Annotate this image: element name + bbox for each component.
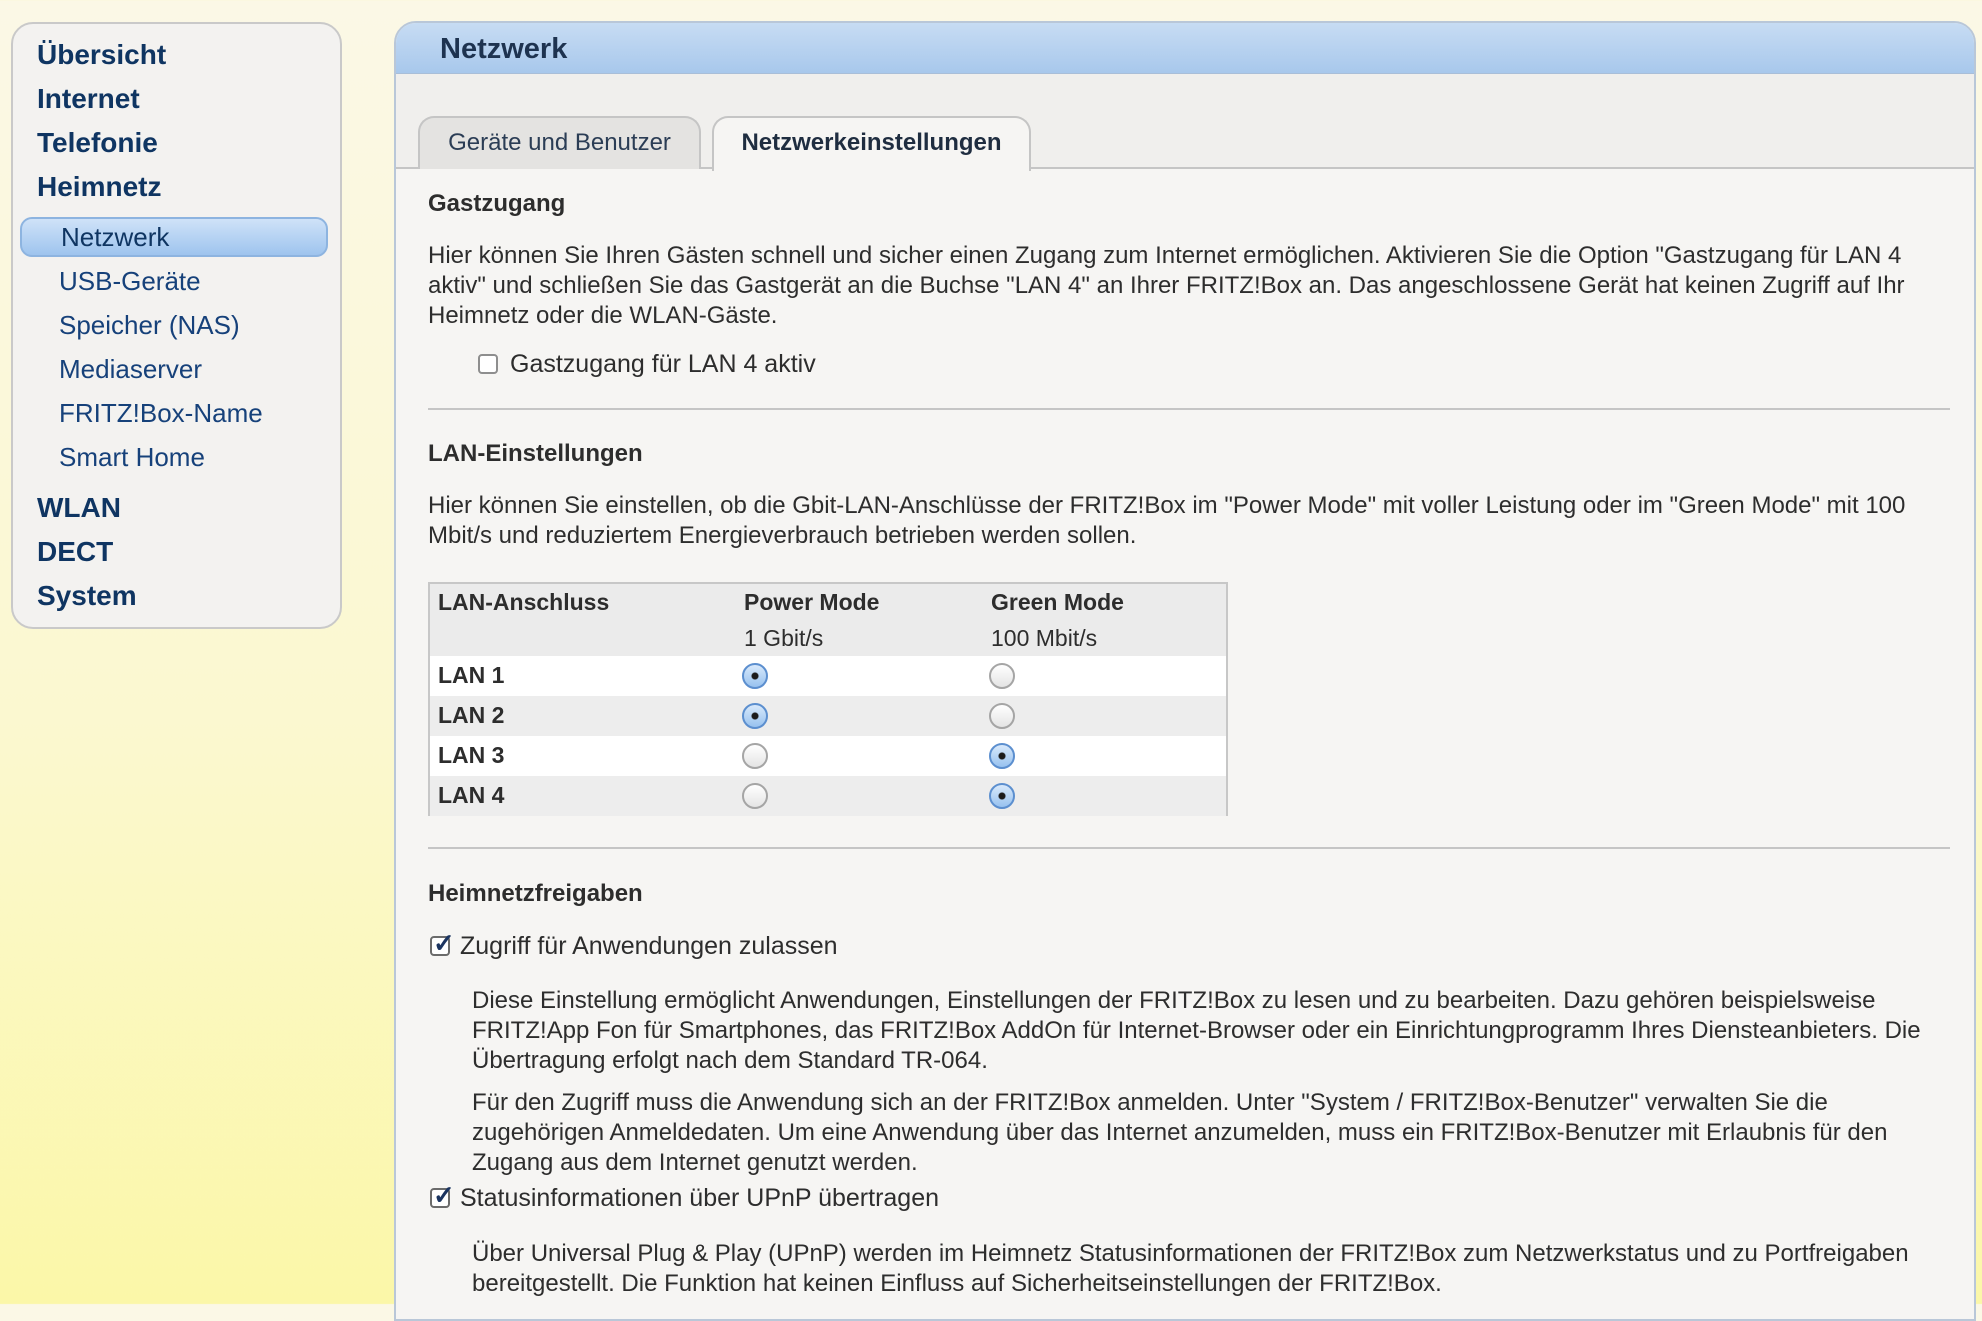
lan1-power-mode-radio[interactable] xyxy=(742,663,768,689)
lan-mode-table xyxy=(428,582,1228,816)
tab-netzwerkeinstellungen[interactable]: Netzwerkeinstellungen xyxy=(712,116,1031,171)
table-row xyxy=(430,776,1226,816)
upnp-status-label[interactable]: Statusinformationen über UPnP übertragen xyxy=(460,1184,940,1212)
section-title-gastzugang: Gastzugang xyxy=(428,190,566,217)
lan-port-label: LAN 3 xyxy=(438,742,505,768)
nav-item-system[interactable]: System xyxy=(37,580,137,611)
lan-description: Hier können Sie einstellen, ob die Gbit-LAN-Anschlüsse der FRITZ!Box im "Power Mode" mit voller Leistung oder im "Green Mode" mit 100 Mbit/s und reduziertem Energieverbrauch betrieben werden sollen. xyxy=(428,492,1906,549)
gastzugang-checkbox-label[interactable]: Gastzugang für LAN 4 aktiv xyxy=(510,350,816,378)
lan3-green-mode-radio[interactable] xyxy=(989,743,1015,769)
checkmark-icon: ✓ xyxy=(433,928,455,958)
section-title-lan-einstellungen: LAN-Einstellungen xyxy=(428,440,643,467)
nav-subitem-netzwerk[interactable]: Netzwerk xyxy=(20,217,328,257)
checkmark-icon: ✓ xyxy=(433,1180,455,1210)
upnp-status-checkbox[interactable] xyxy=(430,1180,455,1210)
column-header-power-mode: Power Mode xyxy=(744,589,880,615)
nav-item-telefonie[interactable]: Telefonie xyxy=(37,127,158,158)
content-panel xyxy=(394,21,1976,1321)
lan2-power-mode-radio[interactable] xyxy=(742,703,768,729)
lan-port-label: LAN 1 xyxy=(438,662,505,688)
zugriff-anwendungen-label[interactable]: Zugriff für Anwendungen zulassen xyxy=(460,932,838,960)
section-divider xyxy=(428,847,1950,849)
panel-header xyxy=(396,23,1974,74)
nav-item-internet[interactable]: Internet xyxy=(37,83,140,114)
gastzugang-description: Hier können Sie Ihren Gästen schnell und sicher einen Zugang zum Internet ermöglichen. Aktivieren Sie die Option "Gastzugang für LAN 4 aktiv" und schließen Sie das Gastgerät an die Buchse "LAN 4" an Ihrer FRITZ!Box an. Das angeschlossene Gerät hat keinen Zugriff auf Ihr Heimnetz oder die WLAN-Gäste. xyxy=(428,242,1905,329)
zugriff-anwendungen-login-info: Für den Zugriff muss die Anwendung sich an der FRITZ!Box anmelden. Unter "System / FRITZ!Box-Benutzer" verwalten Sie die zugehörigen Anmeldedaten. Um eine Anwendung über das Internet anzumelden, muss ein FRITZ!Box-Benutzer mit Erlaubnis für den Zugang aus dem Internet genutzt werden. xyxy=(472,1089,1888,1176)
column-header-port: LAN-Anschluss xyxy=(438,589,610,615)
nav-item-wlan[interactable]: WLAN xyxy=(37,492,121,523)
zugriff-anwendungen-checkbox[interactable] xyxy=(430,928,455,958)
tab-geraete-und-benutzer[interactable]: Geräte und Benutzer xyxy=(418,116,701,169)
lan4-green-mode-radio[interactable] xyxy=(989,783,1015,809)
nav-subitem-usb-geraete[interactable]: USB-Geräte xyxy=(59,266,201,296)
lan2-green-mode-radio[interactable] xyxy=(989,703,1015,729)
lan-port-label: LAN 2 xyxy=(438,702,505,728)
nav-item-uebersicht[interactable]: Übersicht xyxy=(37,39,167,70)
table-row xyxy=(430,656,1226,696)
nav-subitem-mediaserver[interactable]: Mediaserver xyxy=(59,354,203,384)
tab-bar xyxy=(396,74,1974,169)
lan3-power-mode-radio[interactable] xyxy=(742,743,768,769)
nav-item-heimnetz[interactable]: Heimnetz xyxy=(37,171,162,202)
page-title: Netzwerk xyxy=(440,33,568,65)
nav-subitem-fritzbox-name[interactable]: FRITZ!Box-Name xyxy=(59,398,263,428)
gastzugang-checkbox[interactable] xyxy=(478,354,498,374)
column-subheader-green-speed: 100 Mbit/s xyxy=(991,625,1098,651)
column-subheader-power-speed: 1 Gbit/s xyxy=(744,625,824,651)
column-header-green-mode: Green Mode xyxy=(991,589,1124,615)
table-row xyxy=(430,696,1226,736)
nav-subitem-smart-home[interactable]: Smart Home xyxy=(59,442,205,472)
lan4-power-mode-radio[interactable] xyxy=(742,783,768,809)
section-title-heimnetzfreigaben: Heimnetzfreigaben xyxy=(428,880,643,907)
lan-port-label: LAN 4 xyxy=(438,782,505,808)
upnp-status-description: Über Universal Plug & Play (UPnP) werden im Heimnetz Statusinformationen der FRITZ!Box zum Netzwerkstatus und zu Portfreigaben bereitgestellt. Die Funktion hat keinen Einfluss auf Sicherheitseinstellungen der FRITZ!Box. xyxy=(472,1240,1909,1297)
table-row xyxy=(430,736,1226,776)
zugriff-anwendungen-description: Diese Einstellung ermöglicht Anwendungen, Einstellungen der FRITZ!Box zu lesen und zu bearbeiten. Dazu gehören beispielsweise FRITZ!App Fon für Smartphones, das FRITZ!Box AddOn für Internet-Browser oder ein Einrichtungprogramm Ihres Diensteanbieters. Die Übertragung erfolgt nach dem Standard TR-064. xyxy=(472,987,1921,1074)
sidebar-nav xyxy=(11,22,342,629)
section-divider xyxy=(428,408,1950,410)
nav-subitem-speicher-nas[interactable]: Speicher (NAS) xyxy=(59,310,240,340)
lan1-green-mode-radio[interactable] xyxy=(989,663,1015,689)
nav-item-dect[interactable]: DECT xyxy=(37,536,114,567)
